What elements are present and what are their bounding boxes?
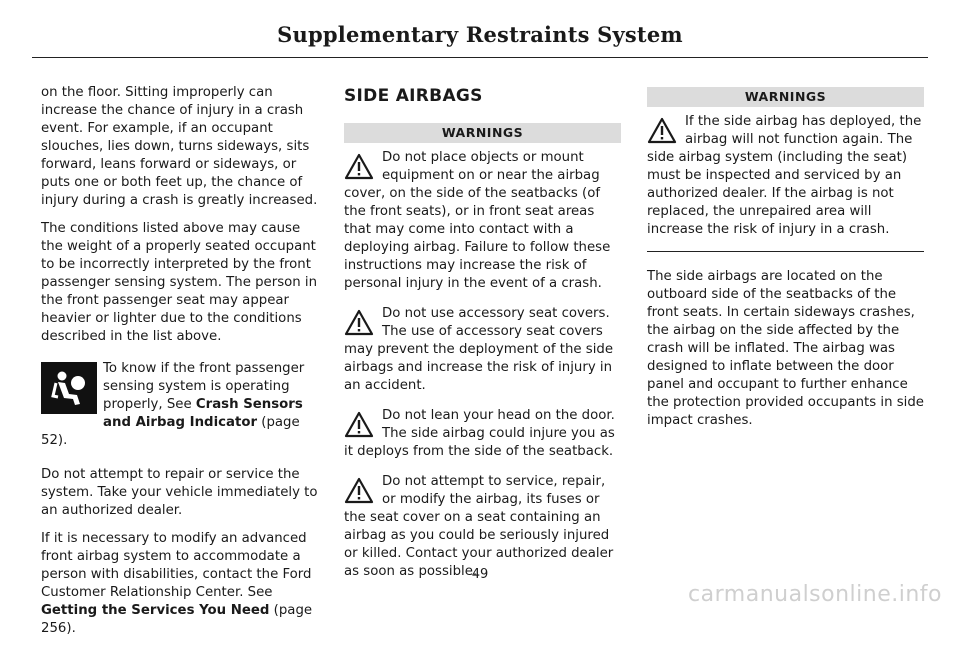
warning-item: Do not use accessory seat covers. The use of accessory seat covers may prevent the deployment of the side airbags and increase the risk of injury in an accident. <box>344 306 614 393</box>
paragraph: Do not attempt to repair or service the system. Take your vehicle immediately to an authorized dealer. <box>41 467 318 518</box>
warning-item: Do not place objects or mount equipment on or near the airbag cover, on the side of the seatbacks (of the front seats), or in front seat areas that may come into contact with a deploying airbag. Failure to follow these instructions may increase the risk of personal injury in the event of a crash. <box>344 150 611 291</box>
page-number: 49 <box>471 567 489 582</box>
warning-triangle-icon <box>344 411 374 438</box>
warnings-divider <box>647 251 924 252</box>
column-right <box>647 84 924 440</box>
paragraph: The side airbags are located on the outboard side of the seatbacks of the front seats. In certain sideways crashes, the airbag on the side affected by the crash will be inflated. The airbag was designed to inflate between the door panel and occupant to further enhance the protection provided occupants in side impact crashes. <box>647 269 924 428</box>
warning-item: If the side airbag has deployed, the airbag will not function again. The side airbag system (including the seat) must be inspected and serviced by an authorized dealer. If the airbag is not replaced, the unrepaired area will increase the risk of injury in a crash. <box>647 114 922 237</box>
warning-item: Do not lean your head on the door. The side airbag could injure you as it deploys from the side of the seatback. <box>344 408 615 459</box>
paragraph: If it is necessary to modify an advanced front airbag system to accommodate a person with disabilities, contact the Ford Customer Relationship Center. See Getting the Services You Need (page 256). <box>41 531 313 636</box>
warning-item: Do not attempt to service, repair, or modify the airbag, its fuses or the seat cover on a seat containing an airbag as you could be seriously injured or killed. Contact your authorized dealer as soon as possible. <box>344 474 614 579</box>
section-heading: SIDE AIRBAGS <box>344 86 483 106</box>
page-title: Supplementary Restraints System <box>277 22 683 47</box>
airbag-passenger-icon <box>41 362 97 414</box>
warning-triangle-icon <box>344 477 374 504</box>
link-getting-services[interactable]: Getting the Services You Need <box>41 603 270 618</box>
title-divider <box>32 57 928 58</box>
warning-triangle-icon <box>344 153 374 180</box>
warning-triangle-icon <box>647 117 677 144</box>
warnings-header: WARNINGS <box>344 123 621 143</box>
column-middle <box>344 84 621 593</box>
paragraph: on the floor. Sitting improperly can increase the chance of injury in a crash event. For example, if an occupant slouches, lies down, turns sideways, sits forward, leans forward or sideways, or puts one or both feet up, the chance of injury during a crash is greatly increased. <box>41 85 318 208</box>
column-left <box>41 84 319 648</box>
warning-triangle-icon <box>344 309 374 336</box>
link-crash-sensors[interactable]: Crash Sensors and Airbag Indicator <box>103 397 303 430</box>
warnings-header: WARNINGS <box>647 87 924 107</box>
paragraph: The conditions listed above may cause the weight of a properly seated occupant to be incorrectly interpreted by the front passenger sensing system. The person in the front passenger seat may appear heavier or lighter due to the conditions described in the list above. <box>41 221 318 344</box>
icon-note: To know if the front passenger sensing system is operating properly, See Crash Sensors and Airbag Indicator (page 52). <box>41 361 305 448</box>
watermark: carmanualsonline.info <box>688 582 942 607</box>
